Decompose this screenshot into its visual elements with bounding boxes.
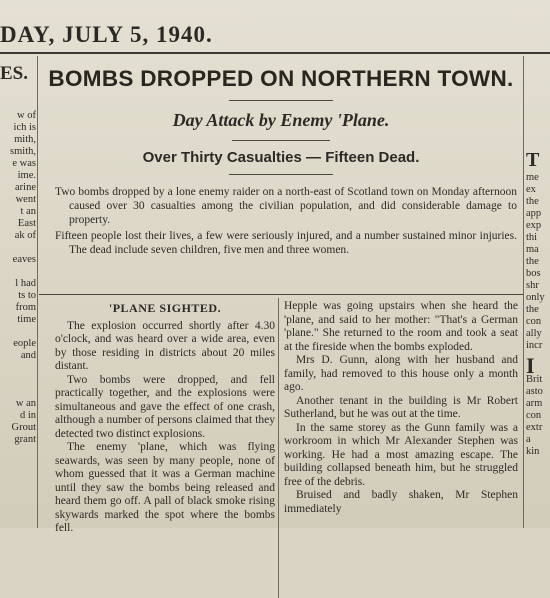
- right-column-line: exp: [526, 220, 542, 231]
- left-column-fragment: [0, 58, 36, 446]
- article-lead: [53, 185, 517, 257]
- body-paragraph: The enemy 'plane, which was flying seawards, was seen by many people, none of whom guessed that it was a German machine until they saw the bombs being released and heard them go off. A pall of black smoke rising skywards marked the spot where the bombs fell.: [55, 441, 275, 534]
- right-column-line: ex: [526, 184, 536, 195]
- left-column-line: l had: [15, 278, 36, 289]
- article-deck: Over Thirty Casualties — Fifteen Dead.: [142, 149, 420, 166]
- left-column-line: ich is: [13, 122, 36, 133]
- right-column-line: ma: [526, 244, 539, 255]
- body-column-right: [284, 300, 518, 516]
- left-column-line: East: [17, 218, 36, 229]
- right-column-line: bos: [526, 268, 541, 279]
- left-column-line: time: [17, 314, 36, 325]
- left-column-heading: ES.: [0, 63, 28, 84]
- right-column-line: thi: [526, 232, 538, 243]
- right-column-line: con: [526, 410, 542, 421]
- right-column-line: the: [526, 256, 539, 267]
- right-column-line: kin: [526, 446, 540, 457]
- body-paragraph: The explosion occurred shortly after 4.30 o'clock, and was heard over a wide area, even by those residing in districts about 20 miles distant.: [55, 319, 275, 372]
- right-column-fragment: [526, 58, 550, 458]
- right-column-line: incr: [526, 340, 543, 351]
- right-column-line: only: [526, 292, 545, 303]
- article-subheadline: Day Attack by Enemy 'Plane.: [172, 110, 390, 130]
- lead-paragraph: Fifteen people lost their lives, a few were seriously injured, and a number sustained minor injuries. The dead include seven children, five men and three women.: [55, 230, 517, 256]
- body-column-divider: [278, 298, 279, 598]
- right-column-line: arm: [526, 398, 543, 409]
- left-column-line: mith,: [14, 134, 36, 145]
- headline-rule: [229, 100, 333, 101]
- right-column-line: the: [526, 304, 539, 315]
- right-column-line: ally: [526, 328, 542, 339]
- left-column-line: d in: [19, 410, 36, 421]
- left-column-line: [0, 374, 36, 386]
- subheadline-rule: [232, 140, 330, 141]
- right-column-line: me: [526, 172, 539, 183]
- left-column-line: [0, 326, 36, 338]
- left-column-line: t an: [20, 206, 36, 217]
- left-column-line: ts to: [18, 290, 36, 301]
- left-column-line: eaves: [12, 254, 36, 265]
- body-paragraph: Two bombs were dropped, and fell practically together, and the explosions were simultaneous and gave the effect of one crash, although a number of persons claimed that they detected two distinct explosions.: [55, 373, 275, 440]
- left-column-line: [0, 362, 36, 374]
- body-paragraph: In the same storey as the Gunn family was a workroom in which Mr Alexander Stephen was working. He had a most amazing escape. The building collapsed beneath him, but he struggled free of the debris.: [284, 421, 518, 488]
- left-column-line: grant: [14, 434, 36, 445]
- body-paragraph: Bruised and badly shaken, Mr Stephen immediately: [284, 489, 518, 515]
- right-column-line: shr: [526, 280, 539, 291]
- left-column-line: [0, 242, 36, 254]
- left-column-line: w of: [17, 110, 36, 121]
- left-column-line: ime.: [17, 170, 36, 181]
- right-column-heading-2: I: [526, 353, 535, 378]
- right-column-line: app: [526, 208, 542, 219]
- right-column-line: Brit: [526, 374, 543, 385]
- body-paragraph: Mrs D. Gunn, along with her husband and family, had removed to this house only a month ago.: [284, 354, 518, 393]
- left-column-line: went: [15, 194, 36, 205]
- left-column-line: smith,: [10, 146, 36, 157]
- section-heading: 'PLANE SIGHTED.: [108, 301, 222, 315]
- left-column-line: [0, 266, 36, 278]
- right-column-line: the: [526, 196, 539, 207]
- left-column-line: ak of: [14, 230, 36, 241]
- body-column-left: [55, 300, 275, 536]
- left-column-line: eople: [13, 338, 36, 349]
- left-column-line: arine: [15, 182, 36, 193]
- lead-paragraph: Two bombs dropped by a lone enemy raider on a north-east of Scotland town on Monday afternoon caused over 30 casualties among the civilian population, and did considerable damage to property.: [55, 186, 517, 226]
- right-column-heading: T: [526, 149, 540, 171]
- top-rule: [0, 52, 550, 54]
- left-column-line: and: [20, 350, 36, 361]
- section-rule: [39, 294, 523, 295]
- left-column-line: e was: [12, 158, 36, 169]
- right-column-line: extr: [526, 422, 543, 433]
- body-paragraph: Hepple was going upstairs when she heard the 'plane, and said to her mother: "That's a German 'plane." She returned to the room and took a seat at the fireside when the bombs exploded.: [284, 300, 518, 353]
- column-divider-right: [523, 56, 524, 528]
- article-headline: BOMBS DROPPED ON NORTHERN TOWN.: [48, 66, 514, 91]
- body-paragraph: Another tenant in the building is Mr Robert Sutherland, but he was out at the time.: [284, 394, 518, 420]
- right-column-line: a: [526, 434, 531, 445]
- dateline: DAY, JULY 5, 1940.: [0, 22, 213, 47]
- right-column-line: con: [526, 316, 542, 327]
- column-divider-left: [37, 56, 38, 528]
- article: [39, 58, 523, 534]
- left-column-line: from: [15, 302, 36, 313]
- deck-rule: [229, 174, 333, 175]
- left-column-line: w an: [15, 398, 36, 409]
- left-column-line: [0, 386, 36, 398]
- right-column-line: asto: [526, 386, 543, 397]
- left-column-line: Grout: [11, 422, 36, 433]
